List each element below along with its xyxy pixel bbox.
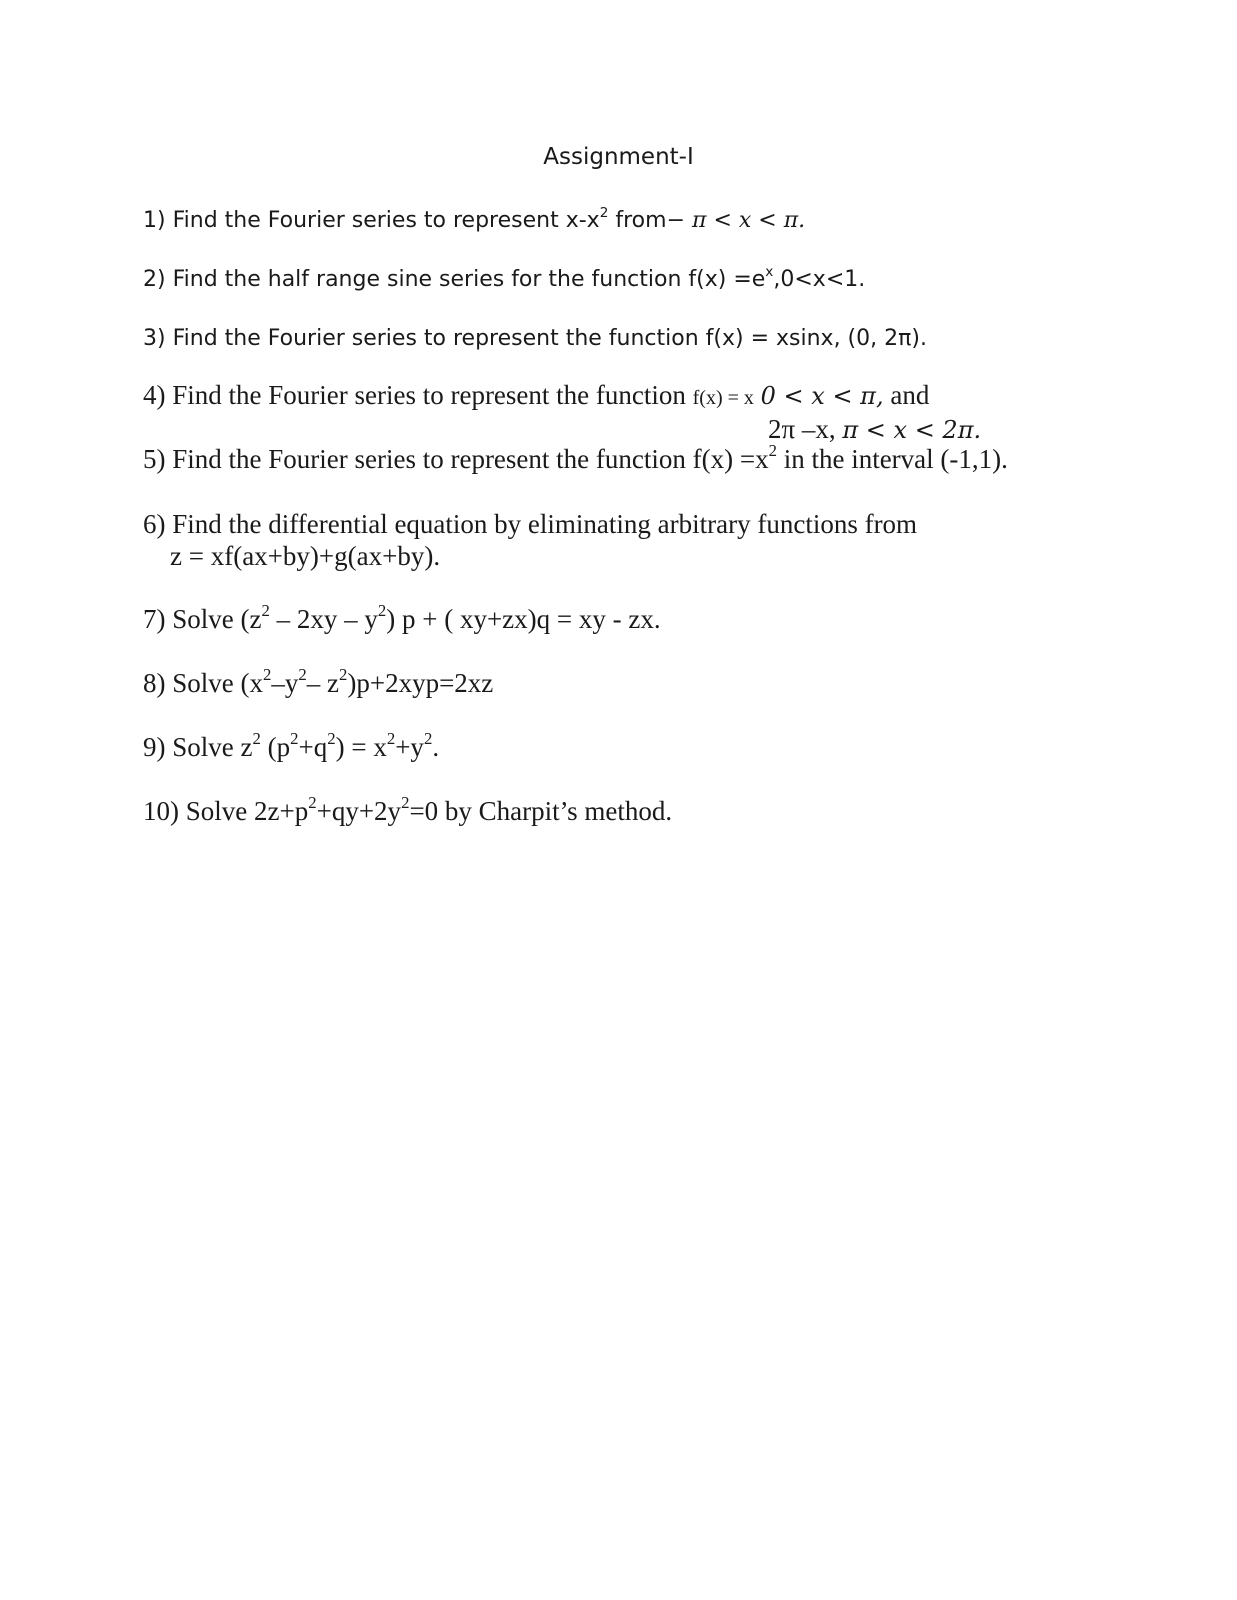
question-5	[143, 440, 1008, 475]
question-text: in the interval (-1,1).	[783, 444, 1008, 474]
question-number: 1)	[143, 208, 166, 233]
question-text: – 2xy – y	[276, 604, 378, 634]
question-text: z = xf(ax+by)+g(ax+by).	[170, 541, 441, 571]
question-number: 3)	[143, 326, 166, 351]
question-text: Find the Fourier series to represent x-x	[172, 208, 600, 233]
question-4-line-2	[768, 414, 981, 445]
superscript: x	[765, 263, 774, 280]
question-text: Solve (z	[172, 604, 262, 634]
question-10	[143, 792, 673, 827]
question-text: – z	[306, 668, 339, 698]
question-number: 8)	[143, 668, 166, 698]
question-2	[143, 263, 866, 292]
question-text: Find the Fourier series to represent the function f(x) = xsinx, (0, 2π).	[172, 326, 927, 351]
question-number: 4)	[143, 380, 166, 410]
superscript: 2	[386, 728, 396, 748]
question-text: Find the half range sine series for the function f(x) =e	[172, 267, 766, 292]
superscript: 2	[377, 600, 387, 620]
question-text: Solve (x	[172, 668, 263, 698]
superscript: 2	[263, 664, 272, 684]
function-definition: f(x) = x	[692, 387, 754, 409]
question-number: 7)	[143, 604, 166, 634]
question-6-line-2	[170, 541, 440, 572]
question-7	[143, 600, 661, 635]
question-number: 5)	[143, 444, 166, 474]
question-9	[143, 728, 440, 763]
question-text: +y	[395, 732, 424, 762]
question-text: ) p + ( xy+zx)q = xy - zx.	[386, 604, 661, 634]
question-text: (p	[267, 732, 291, 762]
question-text: ) = x	[335, 732, 387, 762]
question-text: from	[615, 208, 667, 233]
superscript: 2	[423, 728, 433, 748]
question-8	[143, 664, 494, 699]
math-expression: − π < x < π.	[666, 208, 806, 233]
question-text: –y	[271, 668, 299, 698]
question-6	[143, 509, 917, 540]
question-3	[143, 326, 927, 351]
question-text: .	[432, 732, 440, 762]
superscript: 2	[308, 792, 317, 812]
question-1	[143, 204, 806, 233]
question-text: ,0<x<1.	[773, 267, 866, 292]
question-number: 9)	[143, 732, 166, 762]
superscript: 2	[290, 728, 299, 748]
question-text: Solve 2z+p	[185, 796, 309, 826]
superscript: 2	[261, 600, 270, 620]
math-expression: 0 < x < π,	[760, 382, 884, 410]
superscript: 2	[327, 728, 336, 748]
question-4	[143, 380, 929, 411]
superscript: 2	[252, 728, 261, 748]
question-text: )p+2xyp=2xz	[347, 668, 494, 698]
question-text: =0 by Charpit’s method.	[409, 796, 673, 826]
superscript: 2	[401, 792, 410, 812]
question-text: +q	[298, 732, 328, 762]
question-text: and	[890, 380, 930, 410]
question-text: +qy+2y	[316, 796, 402, 826]
superscript: 2	[768, 440, 777, 460]
question-number: 6)	[143, 509, 166, 539]
question-text: Solve z	[172, 732, 253, 762]
page-title: Assignment-I	[543, 144, 694, 170]
question-number: 10)	[143, 796, 179, 826]
math-expression: π < x < 2π.	[842, 416, 982, 444]
superscript: 2	[298, 664, 307, 684]
question-number: 2)	[143, 267, 166, 292]
question-text: 2π –x,	[768, 414, 836, 444]
question-text: Find the Fourier series to represent the function	[172, 380, 686, 410]
superscript: 2	[599, 204, 609, 221]
question-text: Find the differential equation by eliminating arbitrary functions from	[172, 509, 918, 539]
question-text: Find the Fourier series to represent the function f(x) =x	[172, 444, 769, 474]
superscript: 2	[338, 664, 348, 684]
